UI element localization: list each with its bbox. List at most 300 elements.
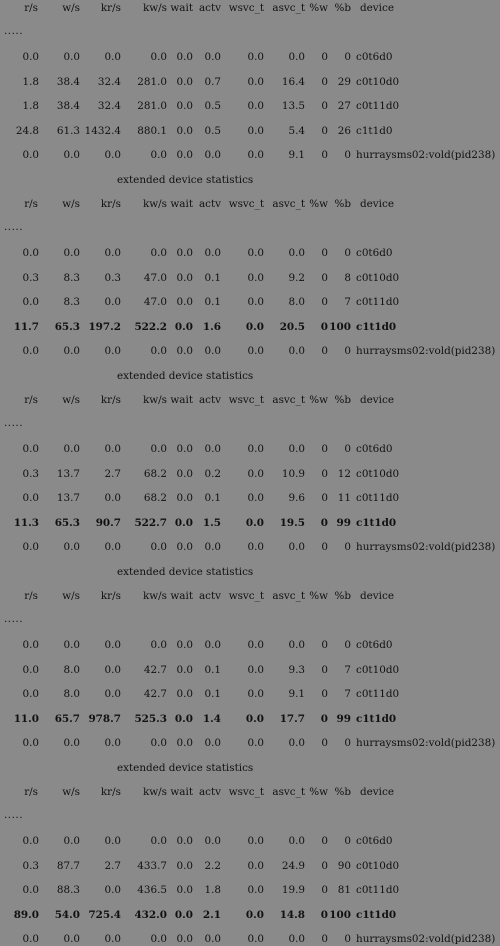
cell-kws: 68.2	[143, 492, 167, 504]
cell-wait: 0.0	[174, 320, 193, 333]
section-title	[0, 761, 500, 775]
column-header-row	[0, 589, 500, 603]
cell-rs: 1.8	[22, 75, 39, 88]
device-row	[0, 859, 500, 873]
cell-pct-w: 0	[321, 933, 328, 945]
header-wait: wait	[170, 590, 193, 602]
header-rs: r/s	[24, 786, 38, 798]
cell-pct-w: 0	[321, 51, 328, 63]
cell-actv: 0.0	[204, 51, 221, 63]
cell-actv: 0.0	[204, 247, 221, 259]
cell-kws: 42.7	[143, 688, 167, 700]
cell-krs: 0.0	[104, 247, 121, 259]
cell-wsvc-t: 0.0	[247, 737, 264, 749]
device-row	[0, 883, 500, 897]
header-wsvc-t: wsvc_t	[228, 198, 264, 210]
header-krs: kr/s	[100, 590, 121, 602]
cell-wsvc-t: 0.0	[247, 933, 264, 945]
cell-device: c1t1d0	[356, 712, 397, 725]
cell-asvc-t: 0.0	[288, 51, 305, 63]
cell-asvc-t: 14.8	[279, 908, 305, 921]
cell-wsvc-t: 0.0	[247, 51, 264, 63]
separator-row	[0, 810, 500, 824]
cell-pct-b: 99	[336, 516, 351, 529]
cell-pct-b: 7	[344, 296, 351, 308]
cell-krs: 2.7	[104, 859, 121, 872]
section-title-text: extended device statistics	[117, 565, 254, 578]
cell-pct-b: 90	[337, 859, 351, 872]
cell-asvc-t: 20.5	[279, 320, 305, 333]
cell-rs: 0.0	[22, 345, 39, 357]
device-row	[0, 540, 500, 554]
separator-row	[0, 26, 500, 40]
device-row	[0, 491, 500, 505]
cell-pct-w: 0	[321, 492, 328, 504]
cell-asvc-t: 17.7	[279, 712, 305, 725]
device-row	[0, 295, 500, 309]
cell-pct-b: 100	[329, 320, 351, 333]
header-kws: kw/s	[142, 2, 167, 14]
header-pct-b: %b	[334, 786, 351, 798]
header-ws: w/s	[62, 2, 80, 14]
cell-actv: 2.1	[202, 908, 221, 921]
cell-krs: 0.0	[104, 443, 121, 455]
cell-pct-w: 0	[320, 320, 328, 333]
cell-rs: 0.0	[22, 541, 39, 553]
cell-pct-w: 0	[321, 663, 328, 676]
cell-wsvc-t: 0.0	[247, 541, 264, 553]
cell-ws: 0.0	[63, 51, 80, 63]
cell-device: hurraysms02:vold(pid238)	[356, 737, 496, 749]
cell-ws: 0.0	[63, 639, 80, 651]
cell-actv: 1.4	[202, 712, 221, 725]
device-row	[0, 320, 500, 334]
header-kws: kw/s	[142, 394, 167, 406]
cell-ws: 54.0	[54, 908, 80, 921]
header-pct-b: %b	[334, 590, 351, 602]
cell-wait: 0.0	[176, 247, 193, 259]
cell-actv: 0.5	[204, 124, 221, 137]
cell-asvc-t: 0.0	[288, 933, 305, 945]
header-asvc-t: asvc_t	[272, 590, 305, 602]
cell-ws: 8.3	[63, 296, 80, 308]
cell-pct-w: 0	[321, 345, 328, 357]
section-title-text: extended device statistics	[117, 369, 254, 382]
cell-krs: 32.4	[97, 100, 121, 112]
cell-kws: 42.7	[143, 663, 167, 676]
cell-rs: 24.8	[15, 124, 39, 137]
cell-ws: 8.3	[63, 271, 80, 284]
header-rs: r/s	[24, 394, 38, 406]
cell-pct-w: 0	[321, 149, 328, 161]
cell-asvc-t: 5.4	[288, 124, 305, 137]
separator-dots: .....	[4, 808, 24, 821]
header-wsvc-t: wsvc_t	[228, 2, 264, 14]
header-ws: w/s	[62, 198, 80, 210]
cell-pct-w: 0	[321, 737, 328, 749]
cell-pct-w: 0	[321, 100, 328, 112]
cell-pct-b: 100	[329, 908, 351, 921]
cell-device: c0t11d0	[356, 296, 400, 308]
cell-rs: 89.0	[13, 908, 39, 921]
cell-pct-w: 0	[320, 712, 328, 725]
cell-krs: 978.7	[88, 712, 121, 725]
header-krs: kr/s	[100, 786, 121, 798]
header-kws: kw/s	[142, 786, 167, 798]
cell-pct-b: 0	[344, 149, 351, 161]
cell-rs: 11.0	[13, 712, 39, 725]
cell-rs: 0.0	[22, 296, 39, 308]
cell-wsvc-t: 0.0	[247, 884, 264, 896]
cell-krs: 0.0	[104, 296, 121, 308]
cell-pct-b: 12	[337, 467, 351, 480]
header-pct-w: %w	[309, 198, 328, 210]
header-pct-b: %b	[334, 2, 351, 14]
cell-wait: 0.0	[176, 75, 193, 88]
cell-krs: 0.0	[104, 933, 121, 945]
cell-wait: 0.0	[176, 639, 193, 651]
cell-ws: 0.0	[63, 345, 80, 357]
cell-krs: 0.0	[104, 51, 121, 63]
header-pct-w: %w	[309, 590, 328, 602]
cell-pct-w: 0	[320, 908, 328, 921]
header-actv: actv	[198, 590, 221, 602]
cell-actv: 0.2	[204, 467, 221, 480]
separator-dots: .....	[4, 24, 24, 37]
cell-asvc-t: 0.0	[288, 737, 305, 749]
header-asvc-t: asvc_t	[272, 786, 305, 798]
device-row	[0, 687, 500, 701]
cell-wsvc-t: 0.0	[245, 908, 264, 921]
cell-actv: 0.0	[204, 933, 221, 945]
device-row	[0, 712, 500, 726]
cell-wait: 0.0	[176, 467, 193, 480]
cell-device: c0t6d0	[356, 247, 393, 259]
cell-rs: 0.0	[22, 51, 39, 63]
device-row	[0, 516, 500, 530]
cell-wsvc-t: 0.0	[247, 859, 264, 872]
cell-krs: 0.0	[104, 663, 121, 676]
cell-krs: 2.7	[104, 467, 121, 480]
section-title	[0, 173, 500, 187]
cell-pct-w: 0	[321, 271, 328, 284]
header-pct-w: %w	[309, 786, 328, 798]
cell-kws: 525.3	[134, 712, 167, 725]
column-header-row	[0, 393, 500, 407]
cell-rs: 0.0	[22, 688, 39, 700]
device-row	[0, 99, 500, 113]
cell-asvc-t: 10.9	[281, 467, 305, 480]
cell-wait: 0.0	[176, 100, 193, 112]
cell-pct-b: 27	[337, 100, 351, 112]
cell-pct-b: 0	[344, 51, 351, 63]
column-header-row	[0, 1, 500, 15]
cell-ws: 65.3	[54, 516, 80, 529]
cell-kws: 0.0	[150, 247, 167, 259]
cell-rs: 0.0	[22, 149, 39, 161]
cell-rs: 0.3	[22, 467, 39, 480]
device-row	[0, 50, 500, 64]
cell-ws: 0.0	[63, 835, 80, 847]
device-row	[0, 442, 500, 456]
section-title	[0, 565, 500, 579]
cell-rs: 0.0	[22, 492, 39, 504]
cell-pct-b: 0	[344, 247, 351, 259]
header-wsvc-t: wsvc_t	[228, 394, 264, 406]
cell-rs: 0.3	[22, 859, 39, 872]
cell-kws: 432.0	[134, 908, 167, 921]
separator-row	[0, 614, 500, 628]
cell-device: c0t10d0	[356, 467, 400, 480]
cell-ws: 0.0	[63, 541, 80, 553]
cell-ws: 8.0	[63, 688, 80, 700]
device-row	[0, 344, 500, 358]
cell-asvc-t: 8.0	[288, 296, 305, 308]
cell-wait: 0.0	[174, 712, 193, 725]
device-row	[0, 663, 500, 677]
cell-ws: 13.7	[56, 467, 80, 480]
cell-pct-w: 0	[321, 296, 328, 308]
cell-device: c1t1d0	[356, 124, 393, 137]
cell-kws: 0.0	[150, 541, 167, 553]
cell-actv: 0.1	[204, 271, 221, 284]
device-row	[0, 271, 500, 285]
cell-device: c0t11d0	[356, 100, 400, 112]
cell-kws: 436.5	[137, 884, 167, 896]
cell-ws: 0.0	[63, 149, 80, 161]
cell-pct-b: 0	[344, 933, 351, 945]
cell-wait: 0.0	[176, 663, 193, 676]
cell-wsvc-t: 0.0	[247, 639, 264, 651]
section-title-text: extended device statistics	[117, 173, 254, 186]
cell-asvc-t: 9.6	[288, 492, 305, 504]
header-wait: wait	[170, 198, 193, 210]
cell-pct-b: 8	[344, 271, 351, 284]
header-ws: w/s	[62, 786, 80, 798]
cell-asvc-t: 0.0	[288, 541, 305, 553]
cell-actv: 0.0	[204, 541, 221, 553]
header-actv: actv	[198, 2, 221, 14]
cell-krs: 0.0	[104, 884, 121, 896]
cell-pct-b: 0	[344, 737, 351, 749]
header-pct-b: %b	[334, 198, 351, 210]
cell-wsvc-t: 0.0	[247, 149, 264, 161]
cell-rs: 0.0	[22, 933, 39, 945]
cell-wsvc-t: 0.0	[247, 75, 264, 88]
header-wait: wait	[170, 2, 193, 14]
cell-pct-w: 0	[321, 124, 328, 137]
cell-device: hurraysms02:vold(pid238)	[356, 933, 496, 945]
cell-rs: 0.0	[22, 663, 39, 676]
device-row	[0, 467, 500, 481]
header-asvc-t: asvc_t	[272, 198, 305, 210]
cell-krs: 0.0	[104, 345, 121, 357]
cell-asvc-t: 0.0	[288, 639, 305, 651]
cell-pct-b: 0	[344, 443, 351, 455]
cell-ws: 38.4	[56, 75, 80, 88]
header-rs: r/s	[24, 590, 38, 602]
device-row	[0, 908, 500, 922]
cell-device: hurraysms02:vold(pid238)	[356, 541, 496, 553]
device-row	[0, 932, 500, 946]
header-kws: kw/s	[142, 590, 167, 602]
header-ws: w/s	[62, 394, 80, 406]
cell-pct-w: 0	[321, 639, 328, 651]
header-wait: wait	[170, 394, 193, 406]
cell-pct-w: 0	[321, 247, 328, 259]
cell-ws: 0.0	[63, 443, 80, 455]
cell-wait: 0.0	[176, 492, 193, 504]
cell-kws: 0.0	[150, 639, 167, 651]
cell-krs: 0.0	[104, 737, 121, 749]
cell-wait: 0.0	[176, 737, 193, 749]
cell-krs: 0.0	[104, 541, 121, 553]
cell-kws: 522.7	[134, 516, 167, 529]
cell-wsvc-t: 0.0	[247, 688, 264, 700]
cell-asvc-t: 9.1	[288, 149, 305, 161]
device-row	[0, 246, 500, 260]
cell-asvc-t: 0.0	[288, 443, 305, 455]
cell-krs: 1432.4	[84, 124, 121, 137]
cell-device: c0t10d0	[356, 663, 400, 676]
cell-kws: 0.0	[150, 835, 167, 847]
cell-device: hurraysms02:vold(pid238)	[356, 149, 496, 161]
cell-krs: 197.2	[88, 320, 121, 333]
cell-ws: 8.0	[63, 663, 80, 676]
cell-kws: 0.0	[150, 933, 167, 945]
cell-rs: 11.7	[13, 320, 39, 333]
cell-krs: 0.0	[104, 492, 121, 504]
cell-krs: 0.0	[104, 688, 121, 700]
cell-pct-b: 7	[344, 663, 351, 676]
header-krs: kr/s	[100, 198, 121, 210]
device-row	[0, 736, 500, 750]
cell-actv: 0.0	[204, 737, 221, 749]
cell-actv: 1.8	[204, 884, 221, 896]
cell-wait: 0.0	[176, 296, 193, 308]
device-row	[0, 75, 500, 89]
cell-wait: 0.0	[174, 908, 193, 921]
cell-asvc-t: 9.3	[288, 663, 305, 676]
header-asvc-t: asvc_t	[272, 2, 305, 14]
cell-wsvc-t: 0.0	[247, 247, 264, 259]
cell-ws: 0.0	[63, 933, 80, 945]
cell-wsvc-t: 0.0	[247, 663, 264, 676]
cell-device: c0t6d0	[356, 443, 393, 455]
separator-dots: .....	[4, 416, 24, 429]
cell-ws: 65.3	[54, 320, 80, 333]
cell-wsvc-t: 0.0	[247, 835, 264, 847]
separator-dots: .....	[4, 220, 24, 233]
cell-pct-w: 0	[320, 516, 328, 529]
cell-kws: 0.0	[150, 149, 167, 161]
cell-asvc-t: 0.0	[288, 345, 305, 357]
cell-rs: 1.8	[22, 100, 39, 112]
separator-row	[0, 418, 500, 432]
cell-krs: 0.0	[104, 835, 121, 847]
cell-wsvc-t: 0.0	[247, 467, 264, 480]
header-device: device	[360, 590, 394, 602]
cell-device: c0t6d0	[356, 51, 393, 63]
cell-wsvc-t: 0.0	[245, 320, 264, 333]
cell-wsvc-t: 0.0	[247, 296, 264, 308]
cell-wait: 0.0	[176, 859, 193, 872]
cell-krs: 0.0	[104, 639, 121, 651]
cell-wait: 0.0	[176, 541, 193, 553]
cell-wait: 0.0	[174, 516, 193, 529]
cell-kws: 0.0	[150, 737, 167, 749]
header-actv: actv	[198, 786, 221, 798]
cell-wsvc-t: 0.0	[247, 492, 264, 504]
cell-wait: 0.0	[176, 443, 193, 455]
cell-rs: 0.0	[22, 247, 39, 259]
cell-pct-w: 0	[321, 859, 328, 872]
cell-device: c1t1d0	[356, 516, 397, 529]
cell-asvc-t: 16.4	[281, 75, 305, 88]
cell-ws: 61.3	[56, 124, 80, 137]
cell-pct-b: 11	[337, 492, 351, 504]
separator-row	[0, 222, 500, 236]
cell-ws: 13.7	[56, 492, 80, 504]
cell-pct-b: 0	[344, 345, 351, 357]
cell-pct-b: 29	[337, 75, 351, 88]
cell-kws: 433.7	[137, 859, 167, 872]
header-kws: kw/s	[142, 198, 167, 210]
cell-wsvc-t: 0.0	[247, 443, 264, 455]
header-actv: actv	[198, 394, 221, 406]
cell-kws: 0.0	[150, 51, 167, 63]
cell-asvc-t: 24.9	[281, 859, 305, 872]
cell-ws: 38.4	[56, 100, 80, 112]
header-ws: w/s	[62, 590, 80, 602]
cell-device: c0t10d0	[356, 75, 400, 88]
device-row	[0, 148, 500, 162]
header-wsvc-t: wsvc_t	[228, 786, 264, 798]
cell-pct-w: 0	[321, 884, 328, 896]
cell-actv: 1.5	[202, 516, 221, 529]
cell-actv: 0.0	[204, 149, 221, 161]
header-device: device	[360, 2, 394, 14]
cell-kws: 880.1	[137, 124, 167, 137]
header-pct-w: %w	[309, 2, 328, 14]
cell-actv: 0.0	[204, 639, 221, 651]
cell-actv: 2.2	[204, 859, 221, 872]
cell-krs: 725.4	[88, 908, 121, 921]
header-rs: r/s	[24, 2, 38, 14]
cell-pct-b: 99	[336, 712, 351, 725]
header-wsvc-t: wsvc_t	[228, 590, 264, 602]
cell-wsvc-t: 0.0	[245, 516, 264, 529]
cell-device: c0t11d0	[356, 492, 400, 504]
cell-device: c0t6d0	[356, 835, 393, 847]
header-device: device	[360, 198, 394, 210]
cell-krs: 90.7	[95, 516, 121, 529]
cell-krs: 0.3	[104, 271, 121, 284]
cell-asvc-t: 19.5	[279, 516, 305, 529]
cell-kws: 281.0	[137, 75, 167, 88]
header-asvc-t: asvc_t	[272, 394, 305, 406]
cell-actv: 0.0	[204, 443, 221, 455]
cell-wait: 0.0	[176, 933, 193, 945]
cell-pct-w: 0	[321, 467, 328, 480]
cell-actv: 0.7	[204, 75, 221, 88]
device-row	[0, 638, 500, 652]
cell-kws: 47.0	[143, 296, 167, 308]
header-krs: kr/s	[100, 394, 121, 406]
cell-actv: 0.1	[204, 688, 221, 700]
cell-pct-w: 0	[321, 541, 328, 553]
cell-device: c0t10d0	[356, 271, 400, 284]
